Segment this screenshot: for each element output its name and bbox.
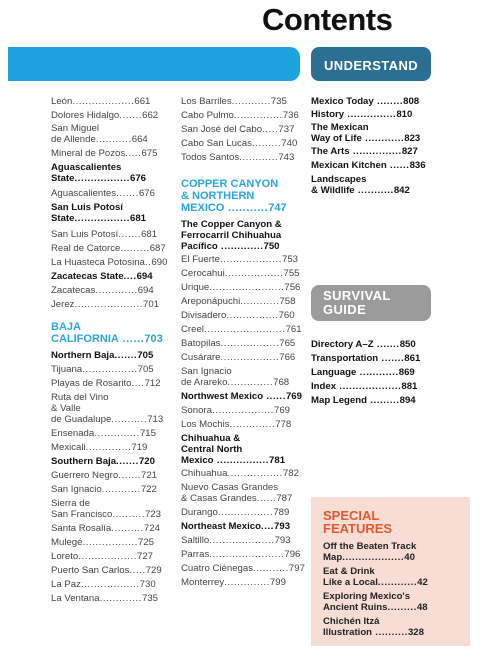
toc-entry[interactable]: Aguascalientes State.................676 [51,162,146,184]
special-features-title: SPECIAL FEATURES [323,508,393,536]
special-feature-entry[interactable]: Chichén Itzá Illustration ..........328 [323,616,424,638]
toc-entry[interactable]: Mexico Today ........808 [311,96,420,107]
toc-entry[interactable]: Chihuahua.................782 [181,468,299,479]
understand-tab [311,47,431,81]
toc-entry[interactable]: Tijuana.................705 [51,364,154,375]
special-feature-entry[interactable]: Exploring Mexico's Ancient Ruins.........48 [323,591,428,613]
toc-entry[interactable]: Guerrero Negro.......721 [51,470,158,481]
toc-entry[interactable]: The Mexican Way of Life ............823 [311,122,421,144]
toc-entry[interactable]: San Ignacio de Arareko..............768 [181,366,290,388]
toc-entry[interactable]: Puerto San Carlos.....729 [51,565,162,576]
toc-entry[interactable]: Mexican Kitchen ......836 [311,160,426,171]
toc-entry[interactable]: Saltillo....................793 [181,535,291,546]
toc-entry[interactable]: San Luis Potosí.......681 [51,229,158,240]
toc-entry[interactable]: Loreto..................727 [51,551,153,562]
toc-entry[interactable]: Cabo Pulmo...............736 [181,110,299,121]
toc-entry[interactable]: La Paz..................730 [51,579,156,590]
toc-entry[interactable]: Ruta del Vino & Valle de Guadalupe...........713 [51,392,164,425]
toc-entry[interactable]: Parras.......................796 [181,549,301,560]
toc-entry[interactable]: The Arts ...............827 [311,146,418,157]
toc-entry[interactable]: Aguascalientes.......676 [51,188,155,199]
toc-entry[interactable]: Playas de Rosarito....712 [51,378,161,389]
toc-entry[interactable]: San José del Cabo.....737 [181,124,295,135]
toc-entry[interactable]: San Luis Potosí State.................681 [51,202,146,224]
survival-guide-tab-label: SURVIVAL GUIDE [323,288,391,317]
toc-entry[interactable]: La Huasteca Potosina..690 [51,257,168,268]
toc-entry[interactable]: Jerez.....................701 [51,299,160,310]
section-heading-baja[interactable]: BAJA CALIFORNIA ......703 [51,321,163,345]
toc-entry[interactable]: Southern Baja.......720 [51,456,155,467]
toc-entry[interactable]: Index ...................881 [311,381,418,392]
survival-guide-tab [311,285,431,321]
toc-entry[interactable]: León...................661 [51,96,151,107]
toc-entry[interactable]: Urique.......................756 [181,282,301,293]
toc-entry[interactable]: Sierra de San Francisco..........723 [51,498,161,520]
toc-entry[interactable]: Zacatecas.............694 [51,285,154,296]
toc-entry[interactable]: Transportation .......861 [311,353,421,364]
toc-entry[interactable]: Areponápuchi............758 [181,296,296,307]
toc-entry[interactable]: Los Mochis..............778 [181,419,292,430]
toc-entry[interactable]: Dolores Hidalgo.......662 [51,110,159,121]
toc-entry[interactable]: Chihuahua & Central North Mexico ................781 [181,433,286,466]
toc-entry[interactable]: Nuevo Casas Grandes & Casas Grandes......787 [181,482,293,504]
toc-entry[interactable]: San Ignacio............722 [51,484,157,495]
toc-entry[interactable]: San Miguel de Allende...........664 [51,123,148,145]
toc-entry[interactable]: Directory A–Z .......850 [311,339,416,350]
toc-entry[interactable]: El Fuerte...................753 [181,254,298,265]
toc-entry[interactable]: Mineral de Pozos.....675 [51,148,158,159]
toc-entry[interactable]: Los Barriles............735 [181,96,287,107]
understand-tab-label: UNDERSTAND [324,58,419,73]
page-title: Contents [262,2,393,37]
toc-entry[interactable]: Cuatro Ciénegas...........797 [181,563,305,574]
toc-entry[interactable]: Monterrey..............799 [181,577,286,588]
toc-entry[interactable]: Northeast Mexico....793 [181,521,291,532]
toc-entry[interactable]: Mexicali..............719 [51,442,148,453]
special-feature-entry[interactable]: Off the Beaten Track Map...................40 [323,541,417,563]
toc-entry[interactable]: Cerocahui..................755 [181,268,300,279]
toc-entry[interactable]: Creel.........................761 [181,324,302,335]
toc-entry[interactable]: Todos Santos............743 [181,152,295,163]
toc-entry[interactable]: Zacatecas State....694 [51,271,153,282]
special-feature-entry[interactable]: Eat & Drink Like a Local............42 [323,566,428,588]
toc-entry[interactable]: Sonora...................769 [181,405,290,416]
toc-entry[interactable]: History ...............810 [311,109,413,120]
toc-entry[interactable]: Northwest Mexico ......769 [181,391,302,402]
section-banner [8,47,300,81]
toc-entry[interactable]: Batopilas..................765 [181,338,296,349]
toc-entry[interactable]: Real de Catorce.........687 [51,243,166,254]
toc-entry[interactable]: Cabo San Lucas.........740 [181,138,298,149]
section-heading-copper-canyon[interactable]: COPPER CANYON & NORTHERN MEXICO ...........747 [181,178,287,214]
toc-entry[interactable]: The Copper Canyon & Ferrocarril Chihuahua Pacífico .............750 [181,219,282,252]
toc-entry[interactable]: Ensenada..............715 [51,428,156,439]
toc-entry[interactable]: Map Legend .........894 [311,395,416,406]
toc-entry[interactable]: Cusárare..................766 [181,352,296,363]
toc-entry[interactable]: Language ............869 [311,367,415,378]
toc-entry[interactable]: Divisadero................760 [181,310,295,321]
special-features-box [311,497,470,646]
toc-entry[interactable]: Santa Rosalía..........724 [51,523,160,534]
toc-entry[interactable]: Mulegé.................725 [51,537,154,548]
toc-entry[interactable]: Northern Baja.......705 [51,350,154,361]
toc-entry[interactable]: Landscapes & Wildlife ...........842 [311,174,410,196]
toc-entry[interactable]: Durango.................789 [181,507,290,518]
toc-entry[interactable]: La Ventana.............735 [51,593,159,604]
